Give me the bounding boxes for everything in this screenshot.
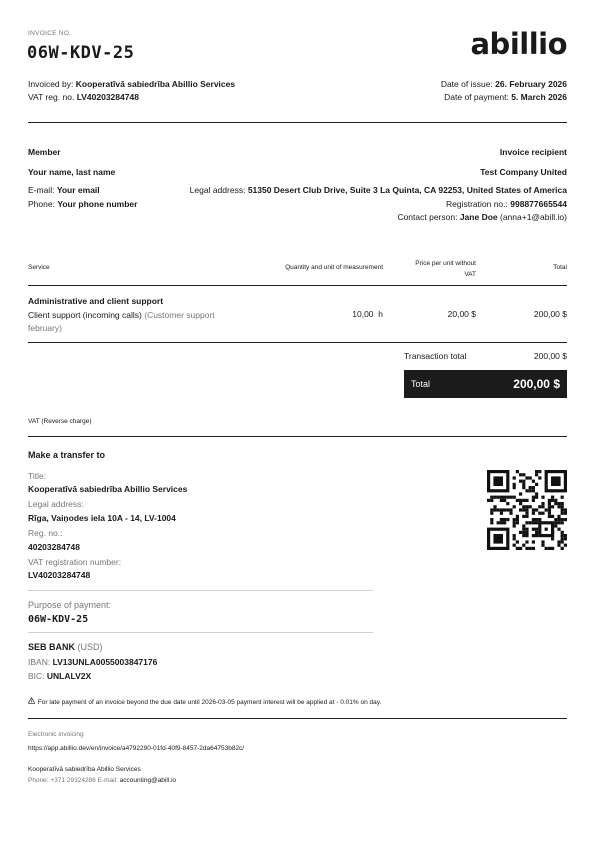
- transfer-vat: LV40203284748: [28, 570, 91, 580]
- recipient-contact-label: Contact person:: [397, 212, 458, 222]
- col-total-header: Total: [553, 264, 567, 271]
- bic-label: BIC:: [28, 671, 45, 681]
- recipient-heading: Invoice recipient: [499, 147, 567, 157]
- member-phone-label: Phone:: [28, 199, 55, 209]
- total-box: [404, 370, 567, 398]
- member-name: Your name, last name: [28, 167, 116, 177]
- payment-qr-code: [487, 470, 567, 550]
- footer-email-label: E-mail:: [97, 777, 118, 784]
- invoice-number-label: INVOICE NO.: [28, 30, 72, 37]
- purpose-label: Purpose of payment:: [28, 600, 112, 610]
- transfer-address-label: Legal address:: [28, 499, 84, 509]
- bank-name: SEB BANK: [28, 642, 76, 652]
- issue-date-label: Date of issue:: [440, 79, 493, 89]
- bank-line: [28, 642, 103, 652]
- transaction-total-value: 200,00 $: [533, 351, 567, 361]
- bic-value: UNLALV2X: [46, 671, 92, 681]
- col-price-header-line1: Price per unit without: [415, 260, 476, 267]
- table-row: [28, 296, 163, 306]
- invoice-number: 06W-KDV-25: [27, 43, 135, 63]
- vat-note: VAT (Reverse charge): [28, 418, 92, 425]
- transaction-total-label: Transaction total: [404, 351, 467, 361]
- member-phone-value: Your phone number: [57, 199, 138, 209]
- bank-currency: (USD): [77, 642, 103, 652]
- warning-triangle-icon: [28, 697, 36, 706]
- recipient-reg-value: 998877665544: [510, 199, 567, 209]
- transfer-address: Rīga, Vaiņodes iela 10A - 14, LV-1004: [28, 513, 176, 523]
- recipient-reg-line: [446, 199, 567, 209]
- footer-phone: +371 29324286: [50, 777, 96, 784]
- vat-reg-line: [28, 92, 139, 102]
- row-description: Client support (incoming calls): [28, 310, 142, 320]
- payment-date-value: 5. March 2026: [511, 92, 567, 102]
- warning-text: For late payment of an invoice beyond the due date until 2026-03-05 payment interest will be applied at - 0.01% on day.: [37, 699, 382, 706]
- row-note: (Customer support: [144, 310, 215, 320]
- transfer-reg-label: Reg. no.:: [28, 528, 63, 538]
- member-phone-line: [28, 199, 137, 209]
- col-quantity-header: Quantity and unit of measurement: [285, 264, 383, 271]
- vat-reg-label: VAT reg. no.: [28, 92, 75, 102]
- recipient-reg-label: Registration no.:: [445, 199, 508, 209]
- late-payment-warning: [28, 697, 381, 706]
- payment-date-line: [444, 92, 567, 102]
- footer-contacts: [28, 777, 176, 784]
- issue-date-value: 26. February 2026: [495, 79, 567, 89]
- bic-line: [28, 671, 91, 681]
- transfer-subdivider-2: [28, 632, 373, 633]
- transfer-heading: Make a transfer to: [28, 450, 106, 460]
- footer-email[interactable]: accounting@abill.io: [119, 777, 177, 784]
- member-email-value: Your email: [56, 185, 100, 195]
- row-note-cont: february): [28, 322, 63, 333]
- member-email-label: E-mail:: [28, 185, 55, 195]
- header-divider: [28, 122, 567, 123]
- invoiced-by-label: Invoiced by:: [28, 79, 74, 89]
- recipient-contact-name: Jane Doe: [459, 212, 498, 222]
- footer-divider: [28, 718, 567, 719]
- row-price: 20,00 $: [447, 309, 476, 319]
- invoiced-by-line: [28, 79, 235, 89]
- col-price-header: [386, 258, 476, 280]
- recipient-address-label: Legal address:: [189, 185, 246, 195]
- iban-line: [28, 657, 157, 667]
- member-email-line: [28, 185, 100, 195]
- recipient-contact-email: (anna+1@abill.io): [500, 212, 567, 222]
- transfer-reg: 40203284748: [28, 542, 81, 552]
- transfer-vat-label: VAT registration number:: [28, 557, 122, 567]
- vat-reg-value: LV40203284748: [76, 92, 139, 102]
- col-price-header-line2: VAT: [464, 271, 476, 278]
- iban-value: LV13UNLA0055003847176: [52, 657, 158, 667]
- purpose-value: 06W-KDV-25: [28, 614, 89, 625]
- row-description-block: [28, 309, 248, 334]
- recipient-contact-line: [397, 212, 567, 222]
- member-heading: Member: [28, 147, 61, 157]
- transfer-title: Kooperatīvā sabiedrība Abillio Services: [28, 484, 188, 494]
- row-total: 200,00 $: [533, 309, 567, 319]
- transfer-title-label: Title:: [28, 471, 47, 481]
- total-value: 200,00 $: [513, 377, 560, 391]
- recipient-company: Test Company United: [480, 167, 567, 177]
- total-label: Total: [411, 379, 431, 389]
- footer-company: Kooperatīvā sabiedrība Abillio Services: [28, 766, 141, 773]
- table-body-divider: [28, 342, 567, 343]
- table-header-divider: [28, 285, 567, 286]
- recipient-address-line: [190, 185, 567, 195]
- transfer-subdivider-1: [28, 590, 373, 591]
- einvoice-label: Electronic invoicing: [28, 731, 84, 738]
- transfer-divider: [28, 436, 567, 437]
- iban-label: IBAN:: [28, 657, 51, 667]
- row-category: Administrative and client support: [28, 296, 164, 306]
- footer-phone-label: Phone:: [28, 777, 49, 784]
- row-quantity: 10,00 h: [352, 309, 383, 319]
- col-service-header: Service: [28, 264, 50, 271]
- recipient-address-value: 51350 Desert Club Drive, Suite 3 La Quinta, CA 92253, United States of America: [247, 185, 567, 195]
- issue-date-line: [441, 79, 567, 89]
- invoiced-by-value: Kooperatīvā sabiedrība Abillio Services: [75, 79, 236, 89]
- payment-date-label: Date of payment:: [444, 92, 509, 102]
- einvoice-link[interactable]: https://app.abillio.dev/en/invoice/a4792290-01fd-40f9-8457-2da64753b82c/: [28, 745, 245, 752]
- abillio-logo: abillio: [470, 27, 567, 61]
